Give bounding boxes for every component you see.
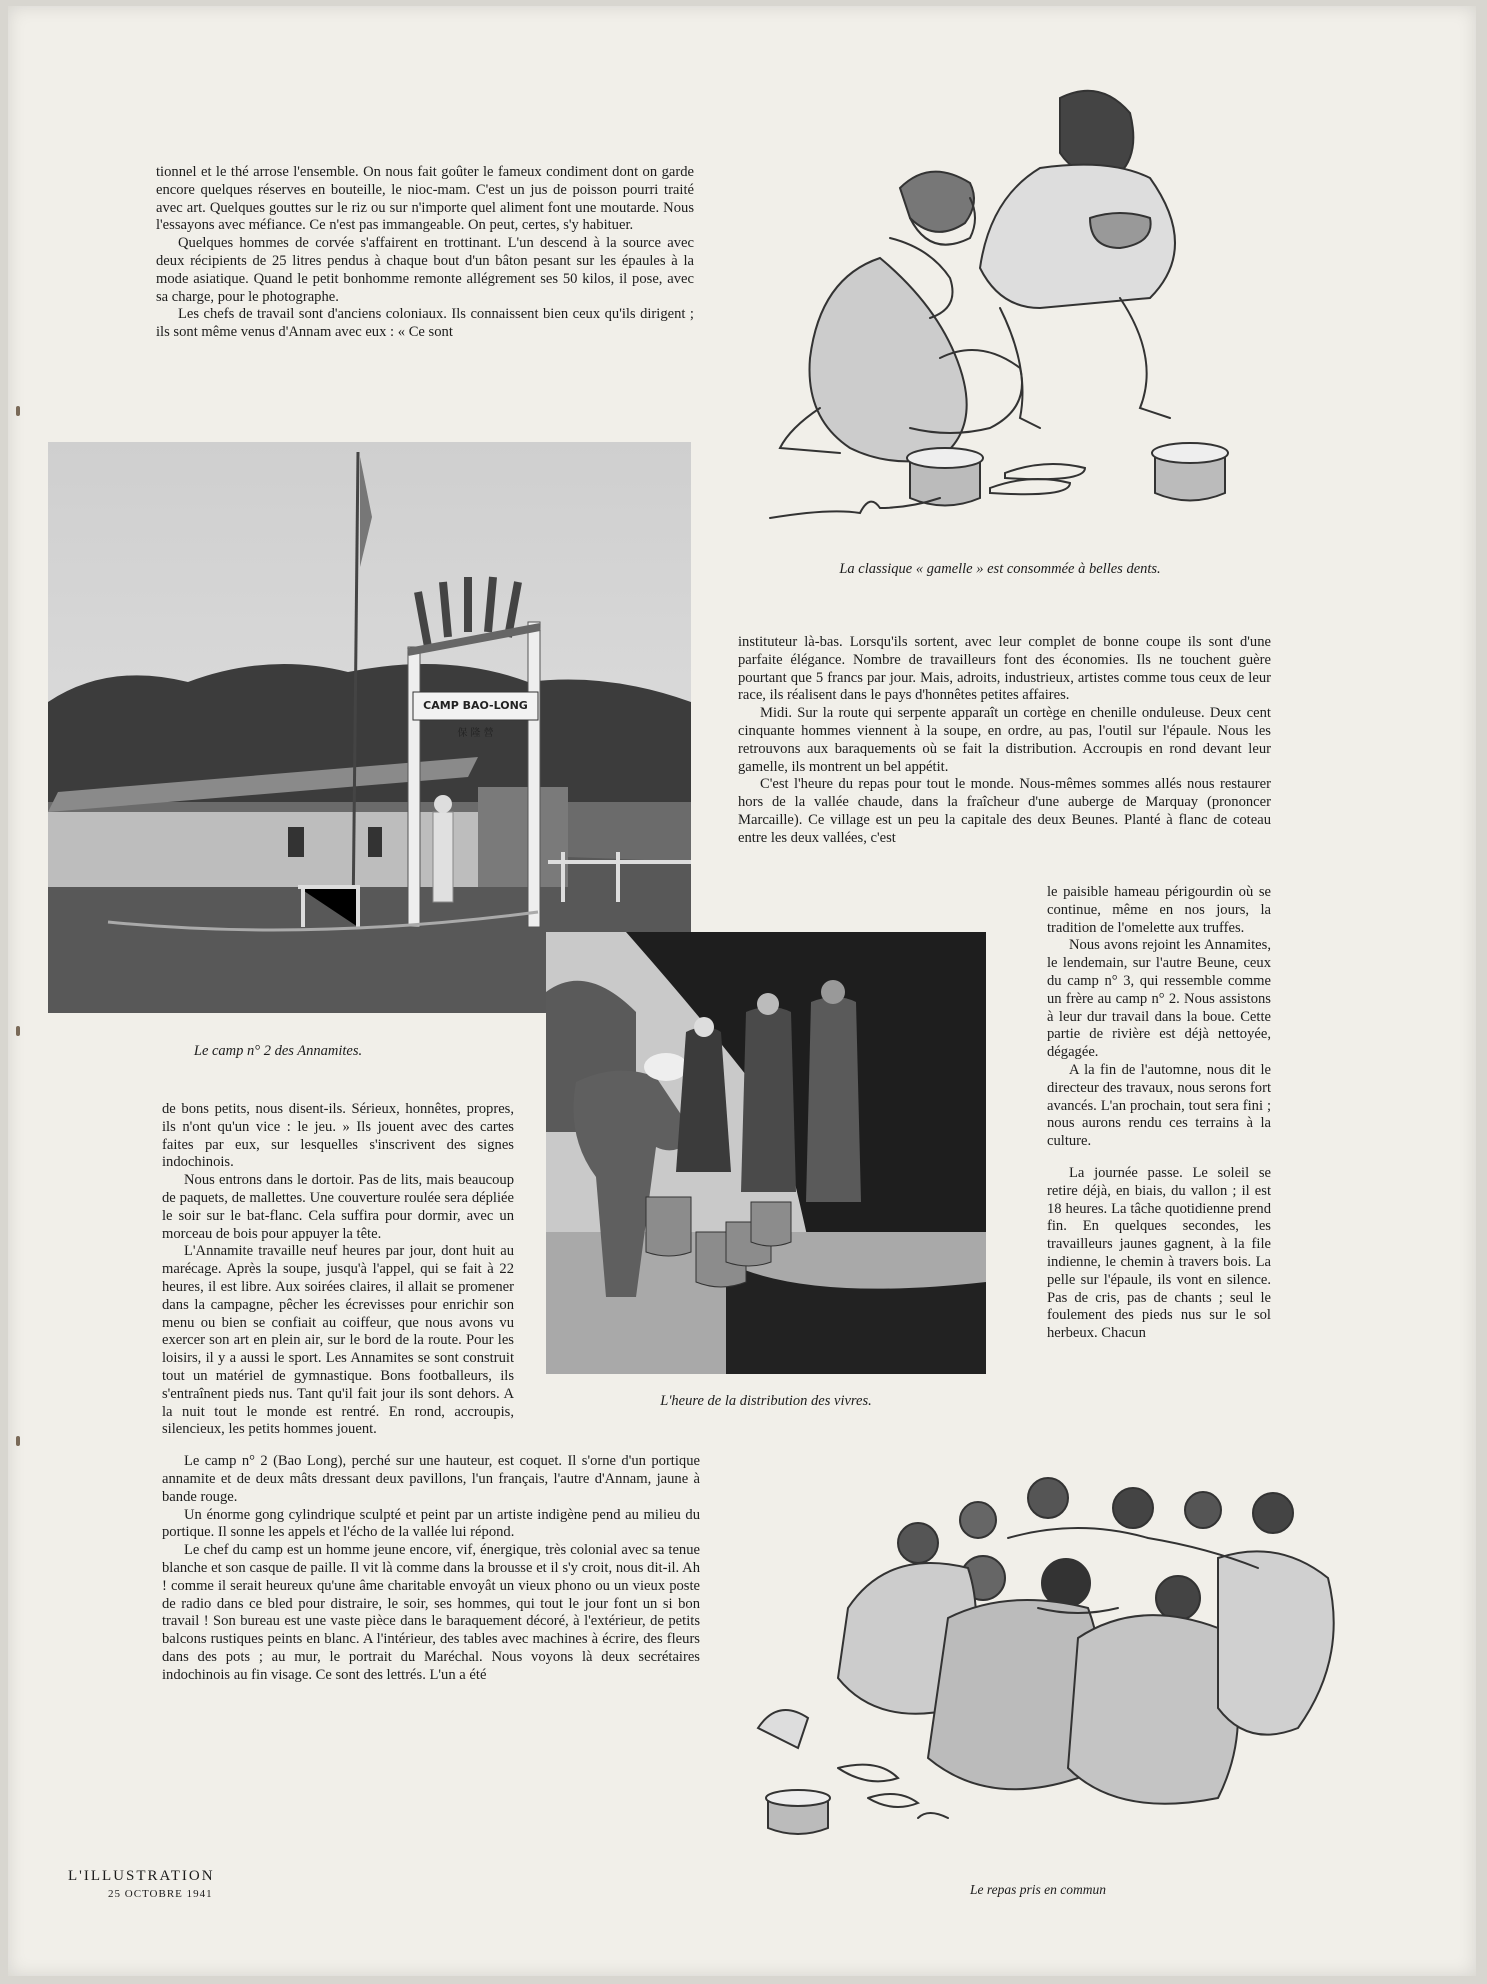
binding-hole — [16, 1026, 20, 1036]
paragraph: Le camp n° 2 (Bao Long), perché sur une hauteur, est coquet. Il s'orne d'un portique annamite et de deux mâts dressant deux pavillons, l'un français, l'autre d'Annam, jaune à bande rouge. — [162, 1453, 700, 1505]
binding-hole — [16, 406, 20, 416]
caption-camp-photo: Le camp n° 2 des Annamites. — [193, 1043, 363, 1059]
paragraph: A la fin de l'automne, nous dit le directeur des travaux, nous serons fort avancés. L'an prochain, tout sera fini ; nous aurons rendu ces terrains à la culture. — [1047, 1061, 1271, 1150]
binding-hole — [16, 1436, 20, 1446]
paragraph: La journée passe. Le soleil se retire déjà, en biais, du vallon ; il est 18 heures. La tâche quotidienne prend fin. En quelques secondes, les travailleurs jaunes gagnent, à la file indienne, le chemin à travers bois. La pelle sur l'épaule, ils vont en silence. Pas de cris, pas de chants ; seul le foulement des pieds nus sur le sol herbeux. Chacun — [1047, 1164, 1271, 1342]
caption-distribution-photo: L'heure de la distribution des vivres. — [660, 1393, 872, 1409]
paragraph: de bons petits, nous disent-ils. Sérieux, honnêtes, propres, ils n'ont qu'un vice : le jeu. » Ils jouent avec des cartes faites par eux, sur lesquelles s'inscrivent des signes indochinois. — [162, 1101, 514, 1171]
sketch-group-meal — [748, 1468, 1388, 1853]
paragraph: Midi. Sur la route qui serpente apparaît un cortège en chenille onduleuse. Deux cent cinquante hommes viennent à la soupe, en ordre, au pas, l'outil sur l'épaule. Nous les retrouvons aux baraquements où se fait la distribution. Accroupis en rond devant leur gamelle, ils montrent un bel appétit. — [738, 705, 1271, 775]
article-column-right-narrow — [1047, 884, 1271, 1343]
sketch-two-men-eating — [760, 78, 1240, 540]
article-column-bottom — [162, 1101, 700, 1685]
magazine-page — [8, 6, 1476, 1976]
masthead-title: L'ILLUSTRATION — [68, 1868, 215, 1884]
camp-sign-subtext: 保 隆 營 — [457, 728, 494, 739]
paragraph: Nous avons rejoint les Annamites, le lendemain, sur l'autre Beune, ceux du camp n° 3, qui ressemble comme un frère au camp n° 2. Nous assistons à leur dur travail dans la boue. Cette partie de rivière est déjà nettoyée, dégagée. — [1047, 937, 1271, 1061]
masthead-date: 25 OCTOBRE 1941 — [108, 1888, 213, 1900]
article-column-top — [156, 164, 694, 342]
paragraph: C'est l'heure du repas pour tout le monde. Nous-mêmes sommes allés nous restaurer hors de la vallée chaude, dans la fraîcheur d'une auberge de Marquay (prononcer Marcaille). Ce village est un peu la capitale des deux Beunes. Planté à flanc de coteau entre les deux vallées, c'est — [738, 776, 1271, 846]
paragraph: le paisible hameau périgourdin où se continue, même en nos jours, la tradition de l'omelette aux truffes. — [1047, 884, 1271, 936]
paragraph: Quelques hommes de corvée s'affairent en trottinant. L'un descend à la source avec deux récipients de 25 litres pendus à chaque bout d'un bâton pesant sur les épaules à la mode asiatique. Quand le petit bonhomme remonte allégrement ses 50 kilos, il pose, avec sa charge, pour le photographe. — [156, 235, 694, 305]
paragraph: Un énorme gong cylindrique sculpté et peint par un artiste indigène pend au milieu du portique. Il sonne les appels et l'écho de la vallée lui répond. — [162, 1506, 700, 1541]
paragraph: instituteur là-bas. Lorsqu'ils sortent, avec leur complet de bonne coupe ils sont d'une parfaite élégance. Nombre de travailleurs font des économies. Ils ne touchent guère pourtant que 5 francs par jour. Mais, adroits, industrieux, artistes comme tous ceux de leur race, ils réalisent dans le pays d'honnêtes petites affaires. — [738, 634, 1271, 704]
paragraph: Nous entrons dans le dortoir. Pas de lits, mais beaucoup de paquets, de mallettes. Une couverture roulée sera dépliée le soir sur le bat-flanc. Cela suffira pour dormir, avec un morceau de bois pour appuyer la tête. — [162, 1172, 514, 1242]
caption-sketch-bottom: Le repas pris en commun — [970, 1882, 1106, 1897]
article-column-right-wide — [738, 634, 1271, 848]
paragraph: Les chefs de travail sont d'anciens coloniaux. Ils connaissent bien ceux qu'ils dirigent ; ils sont même venus d'Annam avec eux : « Ce sont — [156, 306, 694, 341]
paragraph: L'Annamite travaille neuf heures par jour, dont huit au marécage. Après la soupe, jusqu'à l'appel, qui se fait à 22 heures, il est libre. Aux soirées claires, il allait se promener dans la campagne, pêcher les écrevisses pour enrichir son menu ou bien se confiait au coiffeur, que nous avons vu exercer son art en plein air, sur le bord de la route. Pour les loisirs, il y a aussi le sport. Les Annamites se sont construit tout un matériel de gymnastique. Bons footballeurs, ils s'entraînent pieds nus. Tant qu'il fait jour ils sont dehors. A la nuit tout le monde est rentré. En rond, accroupis, silencieux, les petits hommes jouent. — [162, 1243, 514, 1438]
photo-camp-bao-long — [48, 442, 691, 1013]
camp-sign-text: CAMP BAO-LONG — [423, 699, 528, 712]
paragraph: tionnel et le thé arrose l'ensemble. On nous fait goûter le fameux condiment dont on garde encore quelques réserves en bouteille, le nioc-mam. C'est un jus de poisson pourri traité avec art. Quelques gouttes sur le riz ou sur n'importe quel aliment font une moutarde. Nous l'essayons avec méfiance. Ce n'est pas immangeable. On peut, certes, s'y habituer. — [156, 164, 694, 234]
caption-sketch-top: La classique « gamelle » est consommée à belles dents. — [839, 561, 1161, 577]
paragraph: Le chef du camp est un homme jeune encore, vif, énergique, très colonial avec sa tenue blanche et son casque de paille. Il vit là comme dans la brousse et il s'y croit, nous dit-il. Ah ! comme il serait heureux qu'une âme charitable envoyât un vieux phono ou un vieux poste de radio dans ce bled pour distraire, le soir, ses hommes, qui tout le jour font un si bon travail ! Son bureau est une vaste pièce dans le baraquement décoré, à l'extérieur, de petits balcons rustiques peints en blanc. A l'intérieur, des tables avec machines à écrire, des fleurs dans des pots ; au mur, le portrait du Maréchal. Nous voyons là deux secrétaires indochinois au fin visage. Ce sont des lettrés. L'un a été — [162, 1542, 700, 1683]
